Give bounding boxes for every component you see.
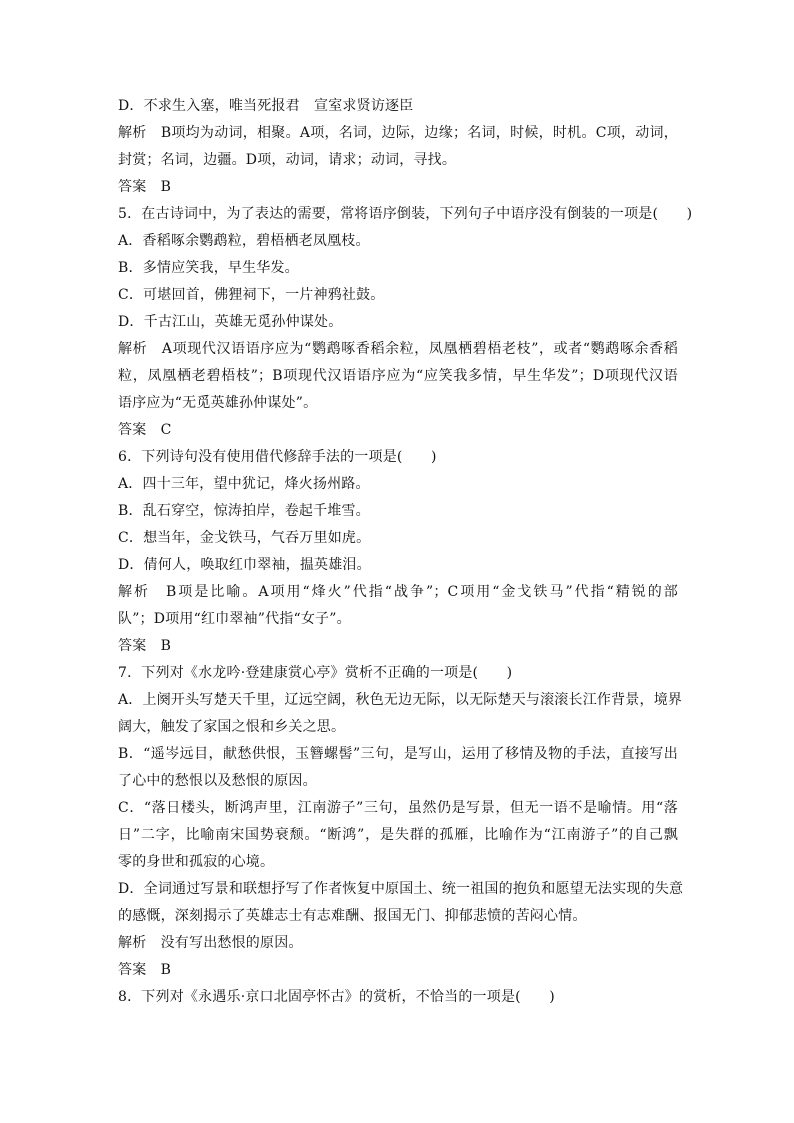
answer-line: 答案 B [118, 179, 172, 195]
answer-line: 答案 B [118, 638, 172, 654]
option-line: 的感慨，深刻揭示了英雄志士有志难酬、报国无门、抑郁悲愤的苦闷心情。 [118, 908, 587, 924]
question-line: 5．在古诗词中，为了表达的需要，常将语序倒装，下列句子中语序没有倒装的一项是( ) [118, 206, 693, 222]
option-line: 阔大，触发了家国之恨和乡关之思。 [118, 719, 346, 735]
option-line: D．千古江山，英雄无觅孙仲谋处。 [118, 314, 343, 330]
option-line: 日”二字，比喻南宋国势衰颓。“断鸿”，是失群的孤雁，比喻作为“江南游子”的自己飘 [118, 827, 678, 843]
option-line: 了心中的愁恨以及愁恨的原因。 [118, 773, 317, 789]
option-line: D．全词通过写景和联想抒写了作者恢复中原国土、统一祖国的抱负和愿望无法实现的失意 [118, 881, 684, 897]
option-line: A．上阕开头写楚天千里，辽远空阔，秋色无边无际，以无际楚天与滚滚长江作背景，境界 [118, 692, 683, 708]
analysis-line: 队”；D项用“红巾翠袖”代指“女子”。 [118, 611, 351, 627]
analysis-line: 语序应为“无觅英雄孙仲谋处”。 [118, 395, 318, 411]
answer-line: 答案 C [118, 422, 172, 438]
option-line: C．“落日楼头，断鸿声里，江南游子”三句，虽然仍是写景，但无一语不是喻情。用“落 [118, 800, 678, 816]
option-line: D．不求生入塞，唯当死报君 宣室求贤访逐臣 [118, 98, 414, 114]
option-line: A．香稻啄余鹦鹉粒，碧梧栖老凤凰枝。 [118, 233, 370, 249]
option-line: A．四十三年，望中犹记，烽火扬州路。 [118, 476, 370, 492]
option-line: C．可堪回首，佛狸祠下，一片神鸦社鼓。 [118, 287, 385, 303]
question-line: 7．下列对《水龙吟·登建康赏心亭》赏析不正确的一项是( ) [118, 665, 513, 681]
option-line: D．倩何人，唤取红巾翠袖，揾英雄泪。 [118, 557, 371, 573]
option-line: B．多情应笑我，早生华发。 [118, 260, 299, 276]
option-line: B．乱石穿空，惊涛拍岸，卷起千堆雪。 [118, 503, 370, 519]
analysis-line: 解析 A项现代汉语语序应为“鹦鹉啄香稻余粒，凤凰栖碧梧老枝”，或者“鹦鹉啄余香稻 [118, 341, 678, 357]
analysis-line: 粒，凤凰栖老碧梧枝”；B项现代汉语语序应为“应笑我多情，早生华发”；D项现代汉语 [118, 368, 678, 384]
analysis-line: 解析 B项均为动词，相聚。A项，名词，边际，边缘；名词，时候，时机。C项，动词， [118, 125, 678, 141]
analysis-line: 解析 没有写出愁恨的原因。 [118, 935, 303, 951]
option-line: C．想当年，金戈铁马，气吞万里如虎。 [118, 530, 371, 546]
option-line: 零的身世和孤寂的心境。 [118, 854, 275, 870]
question-line: 8．下列对《永遇乐·京口北固亭怀古》的赏析，不恰当的一项是( ) [118, 989, 555, 1005]
question-line: 6．下列诗句没有使用借代修辞手法的一项是( ) [118, 449, 437, 465]
option-line: B．“遥岑远目，献愁供恨，玉簪螺髻”三句，是写山，运用了移情及物的手法，直接写出 [118, 746, 678, 762]
analysis-line: 解析 B项是比喻。A项用“烽火”代指“战争”；C项用“金戈铁马”代指“精锐的部 [118, 584, 678, 600]
analysis-line: 封赏；名词，边疆。D项，动词，请求；动词，寻找。 [118, 152, 457, 168]
answer-line: 答案 B [118, 962, 172, 978]
